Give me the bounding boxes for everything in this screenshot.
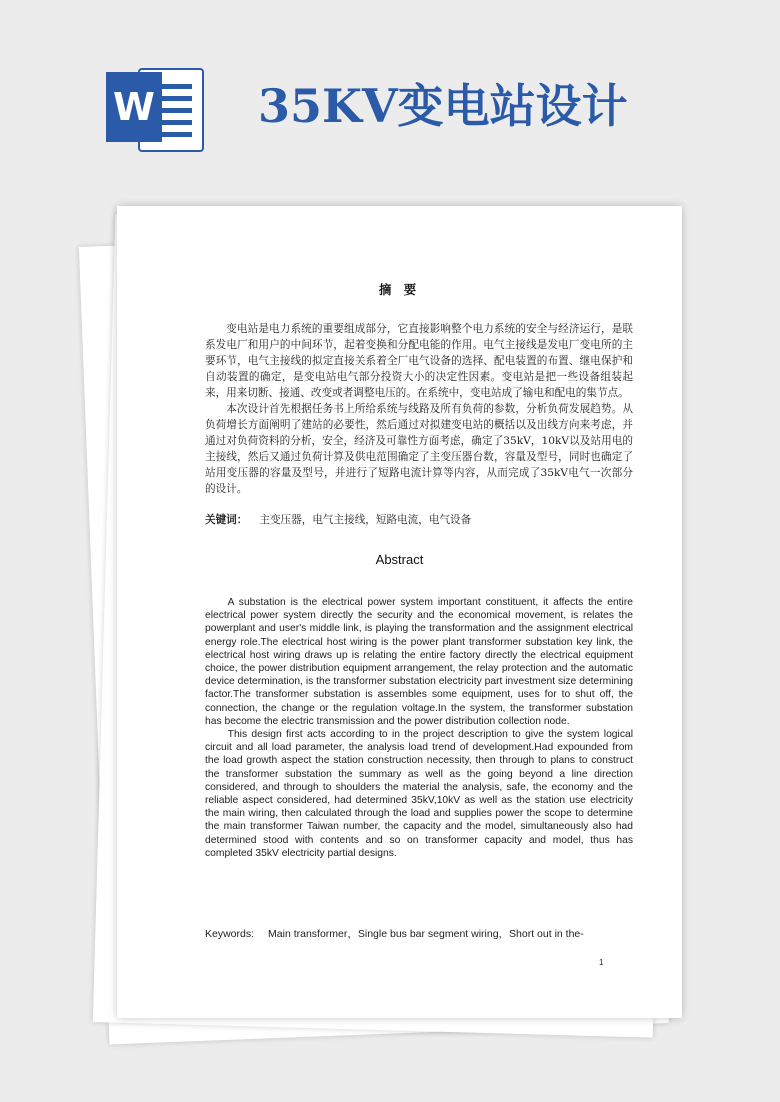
chinese-keywords-text: 主变压器，电气主接线，短路电流，电气设备 xyxy=(259,514,472,526)
english-abstract-body xyxy=(205,596,633,860)
document-title: 35KV变电站设计 xyxy=(258,79,628,133)
english-abstract-heading: Abstract xyxy=(375,552,424,567)
english-keywords-text: Main transformer，Single bus bar segment wiring，Short out in the- xyxy=(268,928,584,940)
word-icon-letter: W xyxy=(106,72,162,142)
page-number: 1 xyxy=(599,958,604,967)
word-app-icon xyxy=(106,62,202,152)
chinese-abstract-body xyxy=(205,321,633,497)
chinese-paragraph: 本次设计首先根据任务书上所给系统与线路及所有负荷的参数，分析负荷发展趋势。从负荷增长方面阐明了建站的必要性，然后通过对拟建变电站的概括以及出线方向来考虑，并通过对负荷资料的分析，安全，经济及可靠性方面考虑，确定了35kV，10kV以及站用电的主接线，然后又通过负荷计算及供电范围确定了主变压器台数，容量及型号，同时也确定了站用变压器的容量及型号，并进行了短路电流计算等内容，从而完成了35kV电气一次部分的设计。 xyxy=(205,403,633,495)
english-paragraph: A substation is the electrical power system important constituent, it affects the entire electrical power system directly the security and the economical movement, is relates the powerplant and user's middle link, is playing the transformation and the assignment electrical energy role.The electrical host wiring is the power plant transformer substation key link, the electrical host wiring draws up is relating the entire factory directly the electrical equipment choice, the power distribution equipment arrangement, the relay protection and the automatic device determination, is the transformer substation electricity part investment size determining factor.The transformer substation is assembles some equipment, uses for to shut off, the connection, the change or the regulation voltage.In the system, the transformer substation has become the electric transmission and the power distribution collection node. xyxy=(205,597,633,727)
document-page xyxy=(117,206,682,1018)
english-keywords xyxy=(205,926,645,941)
english-keywords-label: Keywords: xyxy=(205,928,255,940)
english-paragraph: This design first acts according to in the project description to give the system logical circuit and all load parameter, the analysis load trend of development.Had expounded from the load growth aspect the station construction necessity, then through to plans to construct the transformer substation the summary as well as the going beyond a line direction considered, and through to shoulders the material the analysis, safe, the economy and the reliable aspect considered, had determined 35kV,10kV as well as the station use electricity the main wiring, then calculated through the load and supplies power the scope to determine the main transformer Taiwan number, the capacity and the model, simultaneously also had determined stood with contents and so on transformer capacity and model, thus has completed 35kV electricity partial designs. xyxy=(205,729,633,859)
chinese-paragraph: 变电站是电力系统的重要组成部分，它直接影响整个电力系统的安全与经济运行，是联系发电厂和用户的中间环节，起着变换和分配电能的作用。电气主接线是发电厂变电所的主要环节，电气主接线的拟定直接关系着全厂电气设备的选择、配电装置的布置、继电保护和自动装置的确定，是变电站电气部分投资大小的决定性因素。变电站是把一些设备组装起来，用来切断、接通、改变或者调整电压的。在系统中，变电站成了输电和配电的集节点。 xyxy=(205,323,633,399)
chinese-keywords-label: 关键词： xyxy=(205,514,248,526)
chinese-abstract-heading: 摘 要 xyxy=(378,282,421,297)
chinese-keywords xyxy=(205,512,633,527)
